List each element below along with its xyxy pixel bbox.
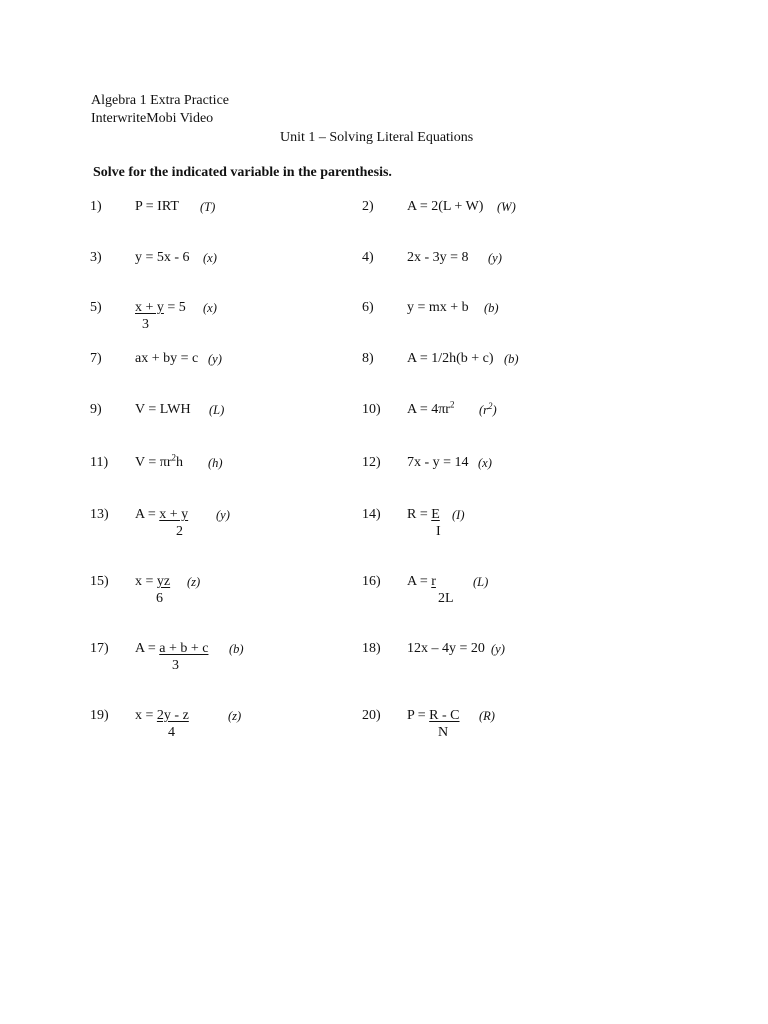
exponent: 2 xyxy=(171,452,176,463)
target-variable: (W) xyxy=(497,200,516,214)
equation-rest: = 5 xyxy=(163,300,186,315)
equation-lhs: x = xyxy=(135,574,157,589)
target-variable: (y) xyxy=(491,642,505,656)
problem-equation: A = 2(L + W) xyxy=(407,199,484,214)
target-variable: (b) xyxy=(229,642,244,656)
problem-number: 7) xyxy=(90,351,102,366)
fraction-denominator: I xyxy=(436,524,441,539)
equation-lhs: A = xyxy=(135,641,160,656)
fraction-numerator: a + b + c xyxy=(159,641,209,656)
exponent: 2 xyxy=(449,399,455,410)
problem-number: 5) xyxy=(90,300,102,315)
video-subtitle: InterwriteMobi Video xyxy=(91,111,214,126)
equation-lhs: A = xyxy=(407,574,432,589)
target-variable: (b) xyxy=(484,301,499,315)
problem-equation xyxy=(135,641,208,657)
problem-equation: y = 5x - 6 xyxy=(135,250,190,265)
variable-close: ) xyxy=(492,403,497,417)
target-variable: (x) xyxy=(478,456,492,470)
fraction-denominator: 4 xyxy=(168,725,175,740)
problem-number: 10) xyxy=(362,402,381,417)
problem-equation xyxy=(407,708,460,724)
problem-number: 11) xyxy=(90,455,109,470)
problem-number: 15) xyxy=(90,574,109,589)
fraction-denominator: 6 xyxy=(156,591,163,606)
variable-text: (r xyxy=(479,403,489,417)
fraction-numerator: E xyxy=(431,507,440,522)
problem-number: 9) xyxy=(90,402,102,417)
fraction-numerator: yz xyxy=(156,574,171,589)
fraction-denominator: 3 xyxy=(142,317,149,332)
problem-number: 1) xyxy=(90,199,102,214)
target-variable: (b) xyxy=(504,352,519,366)
unit-title: Unit 1 – Solving Literal Equations xyxy=(280,130,474,145)
problem-number: 18) xyxy=(362,641,381,656)
equation-lhs: R = xyxy=(407,507,432,522)
target-variable: (L) xyxy=(209,403,225,417)
problem-number: 17) xyxy=(90,641,109,656)
problem-number: 20) xyxy=(362,708,381,723)
problem-number: 2) xyxy=(362,199,374,214)
equation-lhs: A = xyxy=(135,507,160,522)
target-variable: (L) xyxy=(473,575,489,589)
equation-text: V = πr xyxy=(135,455,172,470)
target-variable: (x) xyxy=(203,301,217,315)
fraction-denominator: 2L xyxy=(438,591,454,606)
fraction-numerator: x + y xyxy=(159,507,189,522)
fraction-numerator: x + y xyxy=(135,300,164,315)
equation-lhs: x = xyxy=(135,708,157,723)
problem-equation xyxy=(407,507,440,523)
fraction-numerator: R - C xyxy=(429,708,460,723)
problem-number: 14) xyxy=(362,507,381,522)
target-variable: (x) xyxy=(203,251,217,265)
problem-number: 6) xyxy=(362,300,374,315)
problem-number: 4) xyxy=(362,250,374,265)
variable-exponent: 2 xyxy=(488,400,493,411)
problem-equation xyxy=(407,574,436,590)
target-variable: (y) xyxy=(208,352,222,366)
target-variable: (h) xyxy=(208,456,223,470)
problem-equation: 2x - 3y = 8 xyxy=(407,250,469,265)
equation-tail: h xyxy=(175,455,183,470)
problem-equation: ax + by = c xyxy=(135,351,199,366)
problem-equation: 12x – 4y = 20 xyxy=(407,641,485,656)
fraction-denominator: 3 xyxy=(172,658,179,673)
problem-equation: V = LWH xyxy=(135,402,191,417)
instructions: Solve for the indicated variable in the parenthesis. xyxy=(93,165,392,180)
equation-text: A = 4πr xyxy=(407,402,450,417)
problem-equation: 7x - y = 14 xyxy=(407,455,469,470)
target-variable: (y) xyxy=(216,508,230,522)
target-variable: (R) xyxy=(479,709,495,723)
course-title: Algebra 1 Extra Practice xyxy=(91,93,229,108)
problem-equation: A = 1/2h(b + c) xyxy=(407,351,494,366)
target-variable: (z) xyxy=(228,709,242,723)
problem-equation xyxy=(135,708,189,724)
problem-equation xyxy=(135,507,188,523)
fraction-denominator: N xyxy=(438,725,449,740)
problem-equation: y = mx + b xyxy=(407,300,469,315)
fraction-numerator: 2y - z xyxy=(156,708,189,723)
problem-number: 8) xyxy=(362,351,374,366)
problem-number: 13) xyxy=(90,507,109,522)
problem-number: 12) xyxy=(362,455,381,470)
problem-equation: P = IRT xyxy=(135,199,179,214)
equation-lhs: P = xyxy=(407,708,430,723)
problem-number: 3) xyxy=(90,250,102,265)
problem-equation xyxy=(135,574,170,590)
fraction-numerator: r xyxy=(431,574,436,589)
problem-number: 19) xyxy=(90,708,109,723)
target-variable: (I) xyxy=(452,508,465,522)
target-variable: (y) xyxy=(488,251,502,265)
problem-equation xyxy=(135,452,183,471)
fraction-denominator: 2 xyxy=(176,524,183,539)
problem-equation xyxy=(407,399,455,418)
target-variable: (z) xyxy=(187,575,201,589)
target-variable xyxy=(479,400,497,418)
problem-number: 16) xyxy=(362,574,381,589)
target-variable: (T) xyxy=(200,200,216,214)
problem-equation xyxy=(135,300,186,316)
